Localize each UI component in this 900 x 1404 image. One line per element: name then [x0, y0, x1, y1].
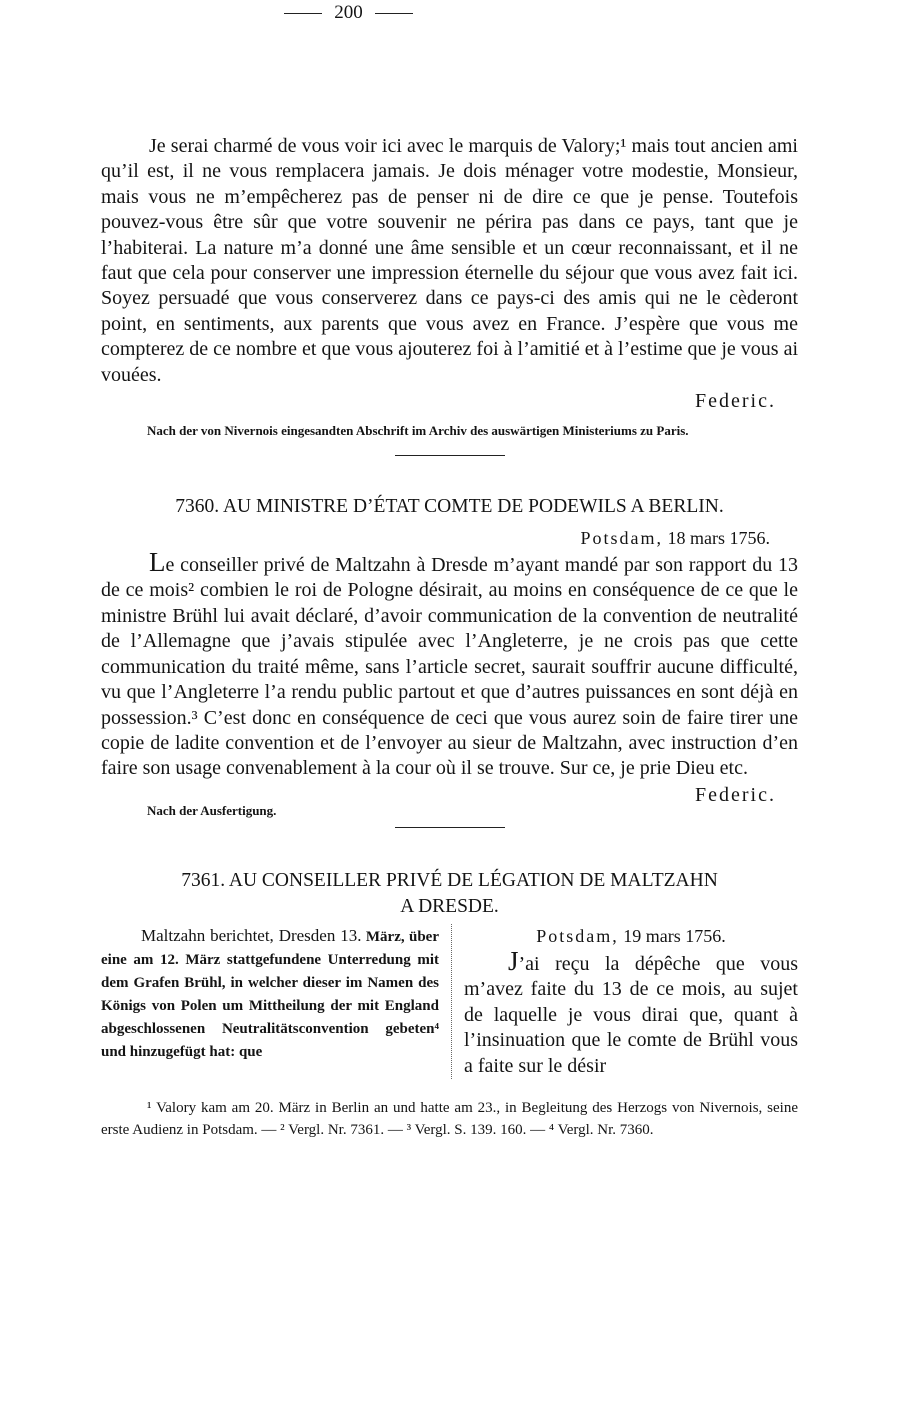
letter1-text: Je serai charmé de vous voir ici avec le marquis de Valory;¹ mais tout ancien ami qu’il est, il ne vous remplacera jamais. Je dois ménager votre modestie, Monsieur, mais vous ne m’empêcherez pas de penser ni de dire ce que je pense. Toutefois pouvez-vous être sûr que votre souvenir ne périra pas dans ce pays, tant que je l’habiterai. La nature m’a donné une âme sensible et un cœur reconnaissant, et il ne faut que cela pour conserver une impression éternelle du séjour que vous avez fait ici. Soyez persuadé que vous conserverez dans ce pays-ci des amis qui ne le cèderont point, en sentiments, aux parents que vous avez en France. J’espère que vous me compterez de ce nombre et que vous ajouterez foi à l’amitié et à l’estime que je vous ai vouées. [101, 135, 798, 386]
letter3-place: Potsdam, [536, 925, 619, 946]
page-number: 200 [334, 2, 363, 23]
letter3-dropcap: J [508, 945, 519, 976]
letter2-heading: 7360. AU MINISTRE D’ÉTAT COMTE DE PODEWILS A BERLIN. [175, 496, 724, 518]
footnotes [101, 1097, 798, 1141]
letter3-summary-column [101, 924, 452, 1080]
letter3-summary-lead: Maltzahn berichtet, Dresden 13. [141, 925, 362, 945]
page-content [101, 134, 798, 1141]
footnotes-text: ¹ Valory kam am 20. März in Berlin an und hatte am 23., in Begleitung des Herzogs von Nivernois, seine erste Audienz in Potsdam. — ² Vergl. Nr. 7361. — ³ Vergl. S. 139. 160. — ⁴ Vergl. Nr. 7360. [101, 1100, 798, 1139]
letter2-source: Nach der Ausfertigung. [147, 802, 277, 818]
letter3-date: 19 mars 1756. [623, 925, 726, 946]
header-dash-left [284, 13, 322, 14]
letter1-signature: Federic. [695, 390, 776, 413]
separator-rule [395, 827, 505, 828]
letter3-text: ’ai reçu la dépêche que vous m’avez faite du 13 de ce mois, au sujet de laquelle je vous dirai que, quant à l’insinuation que le comte de Brühl vous a faite sur le désir [464, 952, 798, 1077]
letter2-body [101, 547, 798, 782]
letter2-place: Potsdam, [580, 528, 663, 549]
letter2-date: 18 mars 1756. [667, 528, 770, 549]
letter1-source: Nach der von Nivernois eingesandten Abschrift im Archiv des auswärtigen Ministeriums zu Paris. [147, 423, 689, 439]
letter3-body [464, 945, 798, 1080]
letter2-signature: Federic. [695, 783, 776, 806]
letter3-heading-line2: A DRESDE. [400, 895, 499, 917]
letter3-heading-line1: 7361. AU CONSEILLER PRIVÉ DE LÉGATION DE MALTZAHN [181, 869, 718, 891]
page-header [0, 0, 697, 26]
letter3-summary-text: März, über eine am 12. März stattgefundene Unterredung mit dem Grafen Brühl, in welcher dieser im Namen des Königs von Polen um Mittheilung der mit England abgeschlossenen Neutralitätsconvention gebeten⁴ und hinzugefügt hat: que [101, 928, 439, 1060]
letter2-text: e conseiller privé de Maltzahn à Dresde m’ayant mandé par son rapport du 13 de ce mois² combien le roi de Pologne désirait, au moins en conséquence de ce que le ministre Brühl lui avait déclaré, d’avoir communication de la convention de neutralité de l’Allemagne que j’avais stipulée avec l’Angleterre, je ne crois pas que cette communication du traité même, sans l’article secret, saurait souffrir aucune difficulté, vu que l’Angleterre l’a rendu public partout et que d’autres puissances en sont déjà en possession.³ C’est donc en conséquence de ceci que vous aurez soin de faire tirer une copie de ladite convention et de l’envoyer au sieur de Maltzahn, avec instruction d’en faire son usage convenablement à la cour où il se trouve. Sur ce, je prie Dieu etc. [101, 554, 798, 780]
letter3-columns [101, 924, 798, 1080]
separator-rule [395, 455, 505, 456]
letter2-place-date [101, 526, 798, 550]
letter2-dropcap: L [149, 547, 166, 578]
letter3-summary [101, 924, 439, 1064]
header-dash-right [375, 13, 413, 14]
letter3-letter-column [452, 924, 798, 1080]
